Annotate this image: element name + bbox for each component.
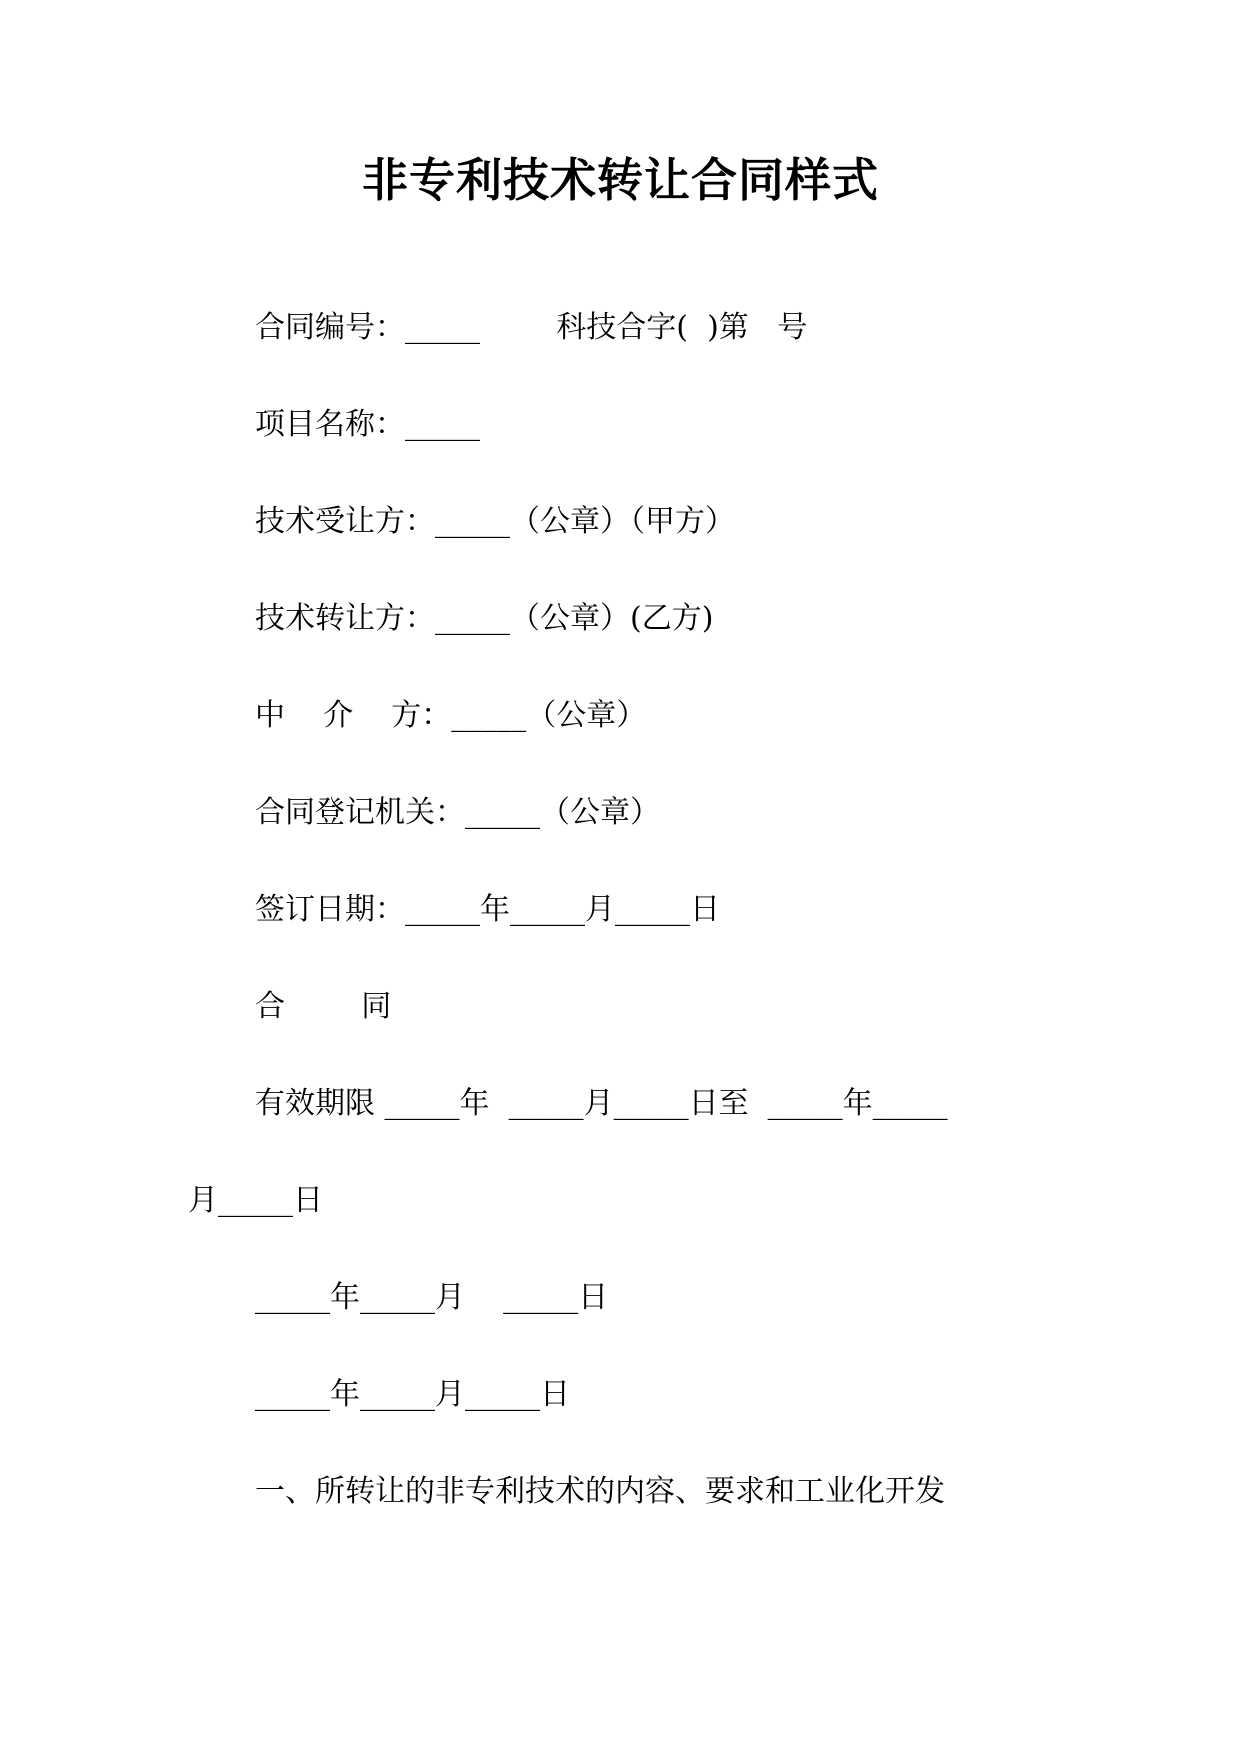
transferor-line: 技术转让方：_____（公章）(乙方) [255, 601, 714, 636]
date-line-2: _____年_____月_____日 [255, 1377, 570, 1412]
intermediary-line: 中 介 方：_____（公章） [255, 698, 647, 733]
project-name-line: 项目名称：_____ [255, 407, 480, 442]
date-line-1: _____年_____月 _____日 [255, 1280, 609, 1315]
section-one-heading: 一、所转让的非专利技术的内容、要求和工业化开发 [255, 1474, 945, 1509]
transferee-line: 技术受让方：_____（公章）（甲方） [255, 504, 735, 539]
validity-period-line: 有效期限 _____年 _____月_____日至 _____年_____ [255, 1086, 948, 1121]
registration-authority-line: 合同登记机关：_____（公章） [255, 795, 660, 830]
contract-heading-line: 合 同 [255, 989, 392, 1024]
signing-date-line: 签订日期：_____年_____月_____日 [255, 892, 720, 927]
validity-period-continued-line: 月_____日 [188, 1183, 323, 1218]
contract-number-line: 合同编号：_____ 科技合字( )第 号 [255, 310, 808, 345]
document-title: 非专利技术转让合同样式 [362, 153, 879, 207]
